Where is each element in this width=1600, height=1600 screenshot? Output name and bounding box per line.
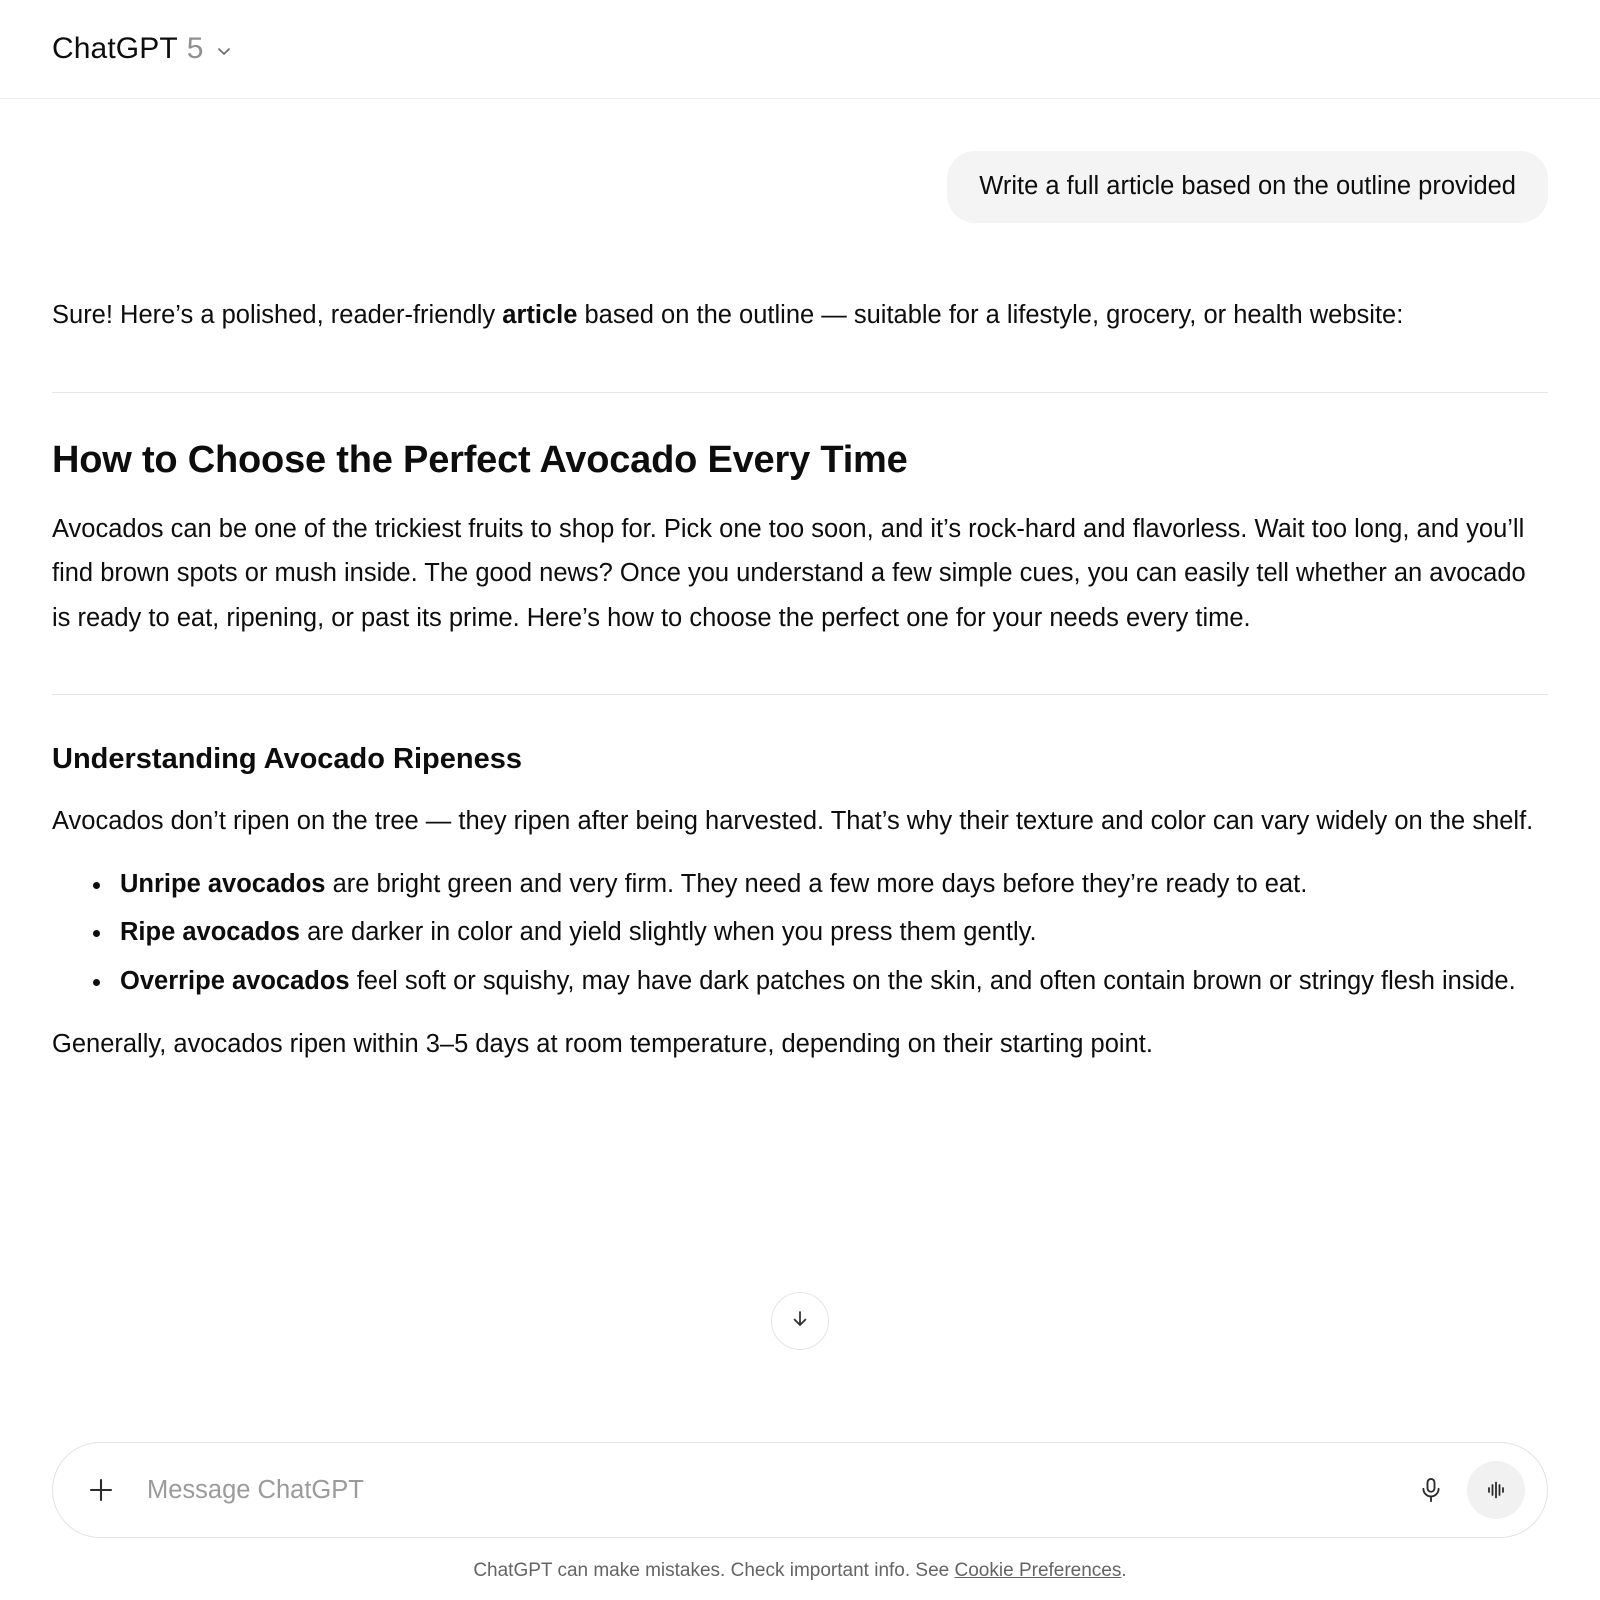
intro-text-before-bold: Sure! Here’s a polished, reader-friendly — [52, 301, 503, 330]
bullet-term: Overripe avocados — [120, 966, 350, 995]
list-item — [114, 862, 1548, 907]
arrow-down-icon — [788, 1307, 812, 1336]
article-section-paragraph: Avocados don’t ripen on the tree — they ripen after being harvested. That’s why their texture and color can vary widely on the shelf. — [52, 807, 1534, 836]
bullet-text: are darker in color and yield slightly when you press them gently. — [299, 918, 1037, 947]
intro-bold-word: article — [502, 301, 578, 330]
bullet-term: Ripe avocados — [120, 918, 300, 947]
message-composer[interactable] — [52, 1442, 1548, 1538]
article-section-title: Understanding Avocado Ripeness — [52, 743, 522, 776]
model-name-label: ChatGPT — [52, 32, 178, 65]
list-item — [114, 959, 1548, 1004]
article-closing-paragraph: Generally, avocados ripen within 3–5 days at room temperature, depending on their starting point. — [52, 1029, 1153, 1058]
assistant-intro-paragraph — [52, 293, 1548, 338]
microphone-icon[interactable] — [1409, 1468, 1453, 1512]
conversation-scroll-area[interactable] — [0, 100, 1600, 1600]
composer-area — [0, 1442, 1600, 1600]
scroll-to-bottom-button[interactable] — [771, 1292, 829, 1350]
assistant-message — [52, 293, 1548, 1066]
user-message-row — [52, 151, 1548, 223]
intro-text-after-bold: based on the outline — suitable for a lifestyle, grocery, or health website: — [577, 301, 1404, 330]
plus-icon[interactable] — [79, 1468, 123, 1512]
bullet-text: feel soft or squishy, may have dark patches on the skin, and often contain brown or stringy flesh inside. — [349, 966, 1516, 995]
ripeness-bullet-list — [52, 862, 1548, 1004]
voice-waveform-icon[interactable] — [1467, 1461, 1525, 1519]
list-item — [114, 910, 1548, 955]
model-version-label: 5 — [186, 32, 204, 65]
footnote-text-after: . — [1121, 1560, 1127, 1581]
bullet-text: are bright green and very firm. They need a few more days before they’re ready to eat. — [325, 869, 1308, 898]
cookie-preferences-link[interactable]: Cookie Preferences — [954, 1560, 1122, 1581]
bullet-term: Unripe avocados — [120, 869, 326, 898]
disclaimer-footnote — [52, 1538, 1548, 1600]
search-input[interactable] — [145, 1475, 1409, 1506]
top-bar — [0, 0, 1600, 99]
section-divider-middle — [52, 694, 1548, 695]
user-message-bubble: Write a full article based on the outline provided — [947, 151, 1548, 223]
article-intro-paragraph: Avocados can be one of the trickiest fruits to shop for. Pick one too soon, and it’s rock-hard and flavorless. Wait too long, and you’ll find brown spots or mush inside. The good news? Once you understand a few simple cues, you can easily tell whether an avocado is ready to eat, ripening, or past its prime. Here’s how to choose the perfect one for your needs every time. — [52, 514, 1526, 632]
chevron-down-icon[interactable] — [214, 41, 234, 61]
section-divider-top — [52, 392, 1548, 393]
article-title: How to Choose the Perfect Avocado Every Time — [52, 439, 908, 482]
footnote-text-before: ChatGPT can make mistakes. Check important info. See — [473, 1560, 955, 1581]
model-switcher-button[interactable] — [52, 32, 234, 66]
